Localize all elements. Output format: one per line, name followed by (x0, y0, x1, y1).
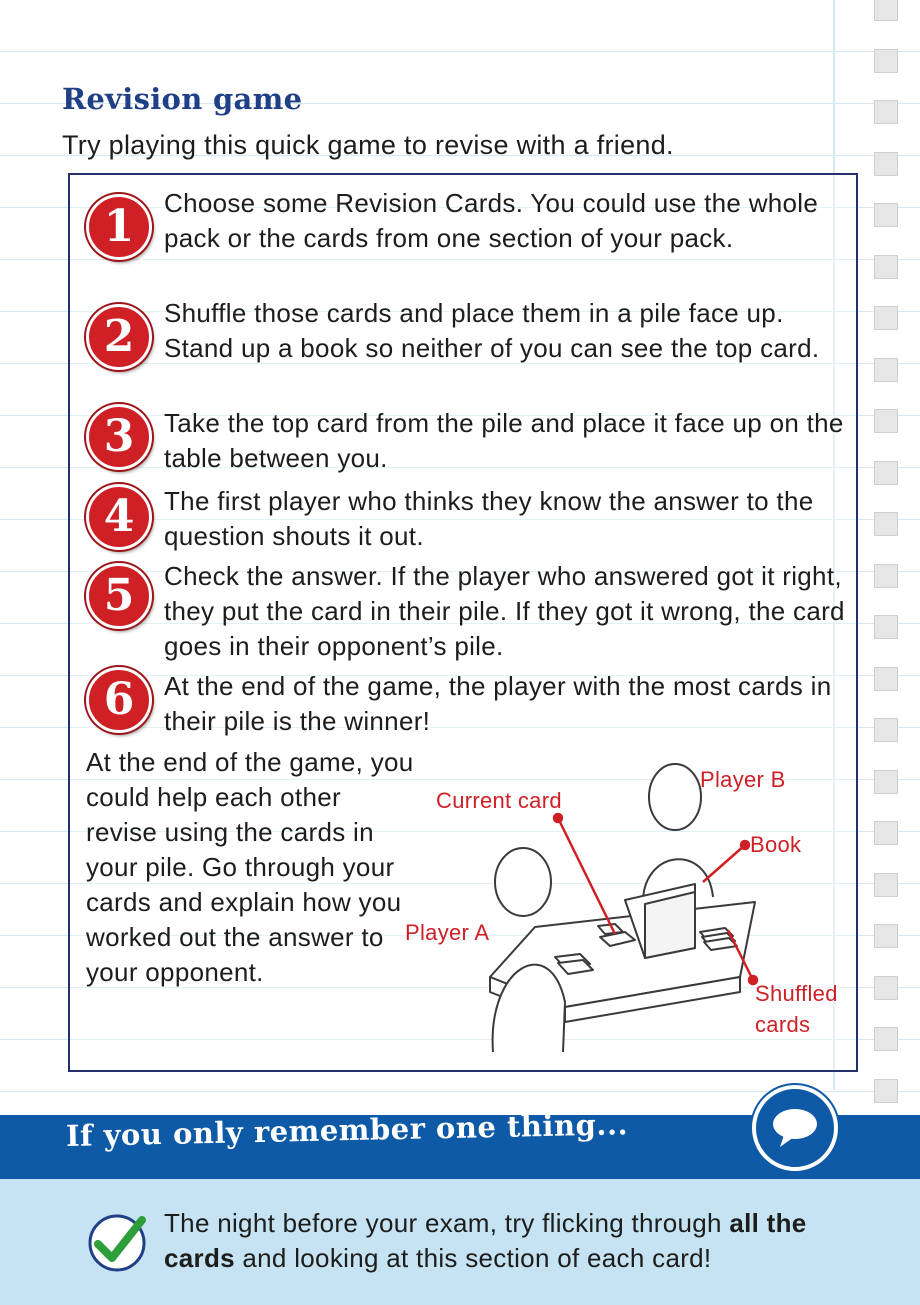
label-player-a: Player A (405, 920, 490, 945)
step-number-badge: 6 (86, 667, 152, 733)
label-current-card: Current card (436, 788, 562, 813)
step-number-badge: 3 (86, 404, 152, 470)
notebook-hole (874, 100, 898, 124)
notebook-hole (874, 1079, 898, 1103)
notebook-holes (874, 0, 900, 1110)
notebook-hole (874, 667, 898, 691)
notebook-hole (874, 306, 898, 330)
banner-title: If you only remember one thing... (65, 1107, 629, 1153)
notebook-hole (874, 203, 898, 227)
label-shuffled: Shuffled (755, 981, 838, 1006)
game-illustration (395, 752, 855, 1067)
notebook-hole (874, 718, 898, 742)
notebook-hole (874, 564, 898, 588)
step-text: Shuffle those cards and place them in a pile face up. Stand up a book so neither of you can see the top card. (164, 298, 820, 363)
label-player-b: Player B (700, 767, 786, 792)
step-text: The first player who thinks they know the answer to the question shouts it out. (164, 486, 814, 551)
remember-text-bold: all the cards (164, 1208, 807, 1273)
remember-text (164, 1206, 864, 1276)
player-a-head (495, 848, 551, 916)
notebook-hole (874, 615, 898, 639)
remember-text-part1: The night before your exam, try flicking through (164, 1208, 730, 1238)
notebook-hole (874, 152, 898, 176)
notebook-hole (874, 0, 898, 21)
speech-bubble-icon (752, 1085, 838, 1171)
step-text: Check the answer. If the player who answered got it right, they put the card in their pile. If they got it wrong, the card goes in their opponent’s pile. (164, 561, 845, 661)
step-number-badge: 4 (86, 484, 152, 550)
notebook-hole (874, 255, 898, 279)
step-text: Choose some Revision Cards. You could use the whole pack or the cards from one section of your pack. (164, 188, 819, 253)
step-text: At the end of the game, the player with the most cards in their pile is the winner! (164, 671, 832, 736)
step-text: Take the top card from the pile and place it face up on the table between you. (164, 408, 844, 473)
notebook-hole (874, 976, 898, 1000)
notebook-hole (874, 821, 898, 845)
step-number-badge: 2 (86, 304, 152, 370)
player-b-head (649, 764, 701, 830)
page-title: Revision game (62, 82, 303, 116)
intro-text: Try playing this quick game to revise with a friend. (62, 130, 674, 160)
remember-text-part2: and looking at this section of each card! (234, 1243, 712, 1273)
notebook-hole (874, 409, 898, 433)
checkmark-icon (84, 1210, 150, 1276)
notebook-hole (874, 873, 898, 897)
book-front (645, 892, 695, 958)
notebook-hole (874, 358, 898, 382)
notebook-hole (874, 924, 898, 948)
notebook-hole (874, 461, 898, 485)
extra-text: At the end of the game, you could help each other revise using the cards in your pile. Go through your cards and explain how you worked out the answer to your opponent. (86, 747, 414, 987)
label-book: Book (750, 832, 802, 857)
notebook-hole (874, 1027, 898, 1051)
label-cards: cards (755, 1012, 811, 1037)
step-number-badge: 5 (86, 563, 152, 629)
notebook-hole (874, 770, 898, 794)
step-number-badge: 1 (86, 194, 152, 260)
notebook-hole (874, 512, 898, 536)
notebook-hole (874, 49, 898, 73)
